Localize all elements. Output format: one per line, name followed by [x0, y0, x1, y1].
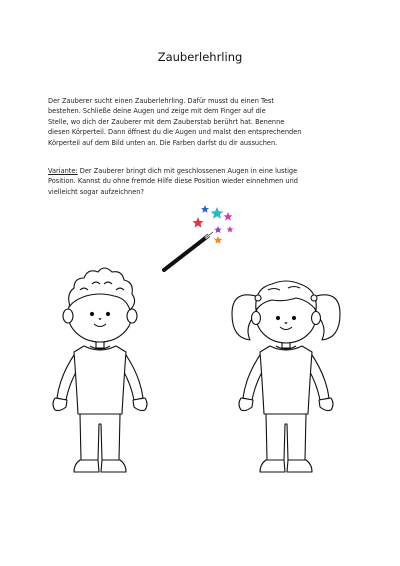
girl-figure: [232, 281, 340, 472]
variant-paragraph: [48, 166, 358, 197]
instruction-line: diesen Körperteil. Dann öffnest du die Augen und malst den entsprechenden: [48, 128, 302, 137]
star-magenta-icon: [224, 212, 233, 221]
variant-label: Variante:: [48, 167, 78, 175]
instruction-line: Der Zauberer sucht einen Zauberlehrling. Dafür musst du einen Test: [48, 97, 274, 105]
page-title: Zauberlehrling: [157, 50, 243, 64]
instruction-line: Körperteil auf dem Bild unten an. Die Farben darfst du dir aussuchen.: [48, 138, 278, 147]
variant-line: Position. Kannst du ohne fremde Hilfe diese Position wieder einnehmen und: [48, 177, 298, 186]
instruction-paragraph: [48, 96, 358, 148]
magic-wand-icon: [164, 232, 213, 270]
star-purple-icon: [214, 226, 222, 233]
star-magenta-small-icon: [227, 226, 234, 232]
sparkle-stars-icon: [193, 205, 234, 244]
star-orange-icon: [214, 236, 222, 244]
star-teal-icon: [211, 207, 224, 219]
star-blue-icon: [201, 205, 209, 213]
instruction-line: Stelle, wo dich der Zauberer mit dem Zauberstab berührt hat. Benenne: [48, 117, 285, 126]
star-red-icon: [193, 217, 204, 228]
illustration: [0, 196, 400, 496]
boy-figure: [53, 268, 147, 472]
variant-line: Der Zauberer bringt dich mit geschlossenen Augen in eine lustige: [77, 167, 298, 175]
instruction-line: bestehen. Schließe deine Augen und zeige mit dem Finger auf die: [48, 107, 266, 116]
variant-line: vielleicht sogar aufzeichnen?: [48, 187, 144, 196]
